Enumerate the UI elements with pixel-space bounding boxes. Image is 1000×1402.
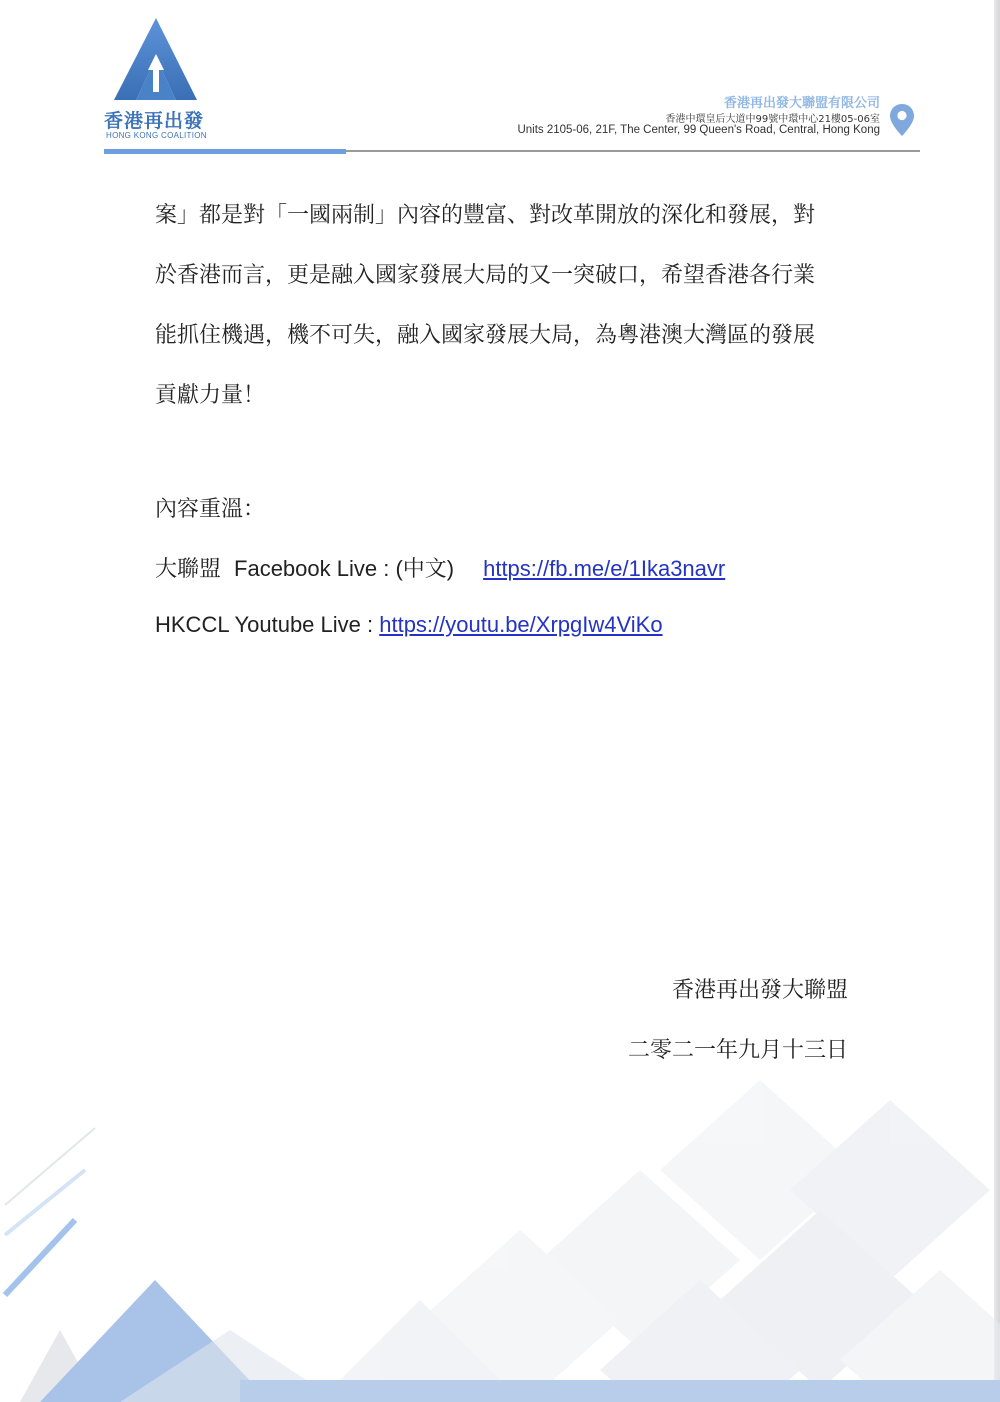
- youtube-label: HKCCL Youtube Live :: [155, 612, 380, 637]
- youtube-live-link[interactable]: https://youtu.be/XrpgIw4ViKo: [379, 612, 663, 637]
- facebook-live-row: [155, 552, 725, 583]
- paragraph-line: 於香港而言，更是融入國家發展大局的又一突破口，希望香港各行業: [155, 263, 816, 288]
- address-chinese: 香港中環皇后大道中99號中環中心21樓05-06室: [665, 114, 880, 125]
- body-paragraph: [155, 186, 875, 426]
- paragraph-line: 案」都是對「一國兩制」內容的豐富、對改革開放的深化和發展，對: [155, 203, 816, 228]
- company-name: 香港再出發大聯盟有限公司: [723, 96, 880, 111]
- signature-date: 二零二一年九月十三日: [627, 1038, 848, 1063]
- youtube-live-row: [155, 612, 663, 638]
- signature-org: 香港再出發大聯盟: [671, 978, 848, 1003]
- paragraph-line: 能抓住機遇，機不可失，融入國家發展大局，為粵港澳大灣區的發展: [155, 323, 816, 348]
- review-label: 內容重溫：: [155, 497, 266, 522]
- facebook-prefix: 大聯盟: [155, 557, 222, 582]
- header-rule-accent: [104, 149, 346, 154]
- paragraph-line: 貢獻力量！: [155, 383, 266, 408]
- facebook-label: Facebook Live : (中文): [234, 556, 455, 581]
- address-english: Units 2105-06, 21F, The Center, 99 Queen's Road, Central, Hong Kong: [517, 124, 880, 136]
- logo-chinese-name: 香港再出發: [104, 110, 205, 132]
- footer-decoration: [0, 1080, 1000, 1402]
- facebook-live-link[interactable]: https://fb.me/e/1Ika3navr: [483, 556, 726, 581]
- location-pin-icon: [888, 103, 916, 137]
- logo-english-name: HONG KONG COALITION: [106, 131, 207, 140]
